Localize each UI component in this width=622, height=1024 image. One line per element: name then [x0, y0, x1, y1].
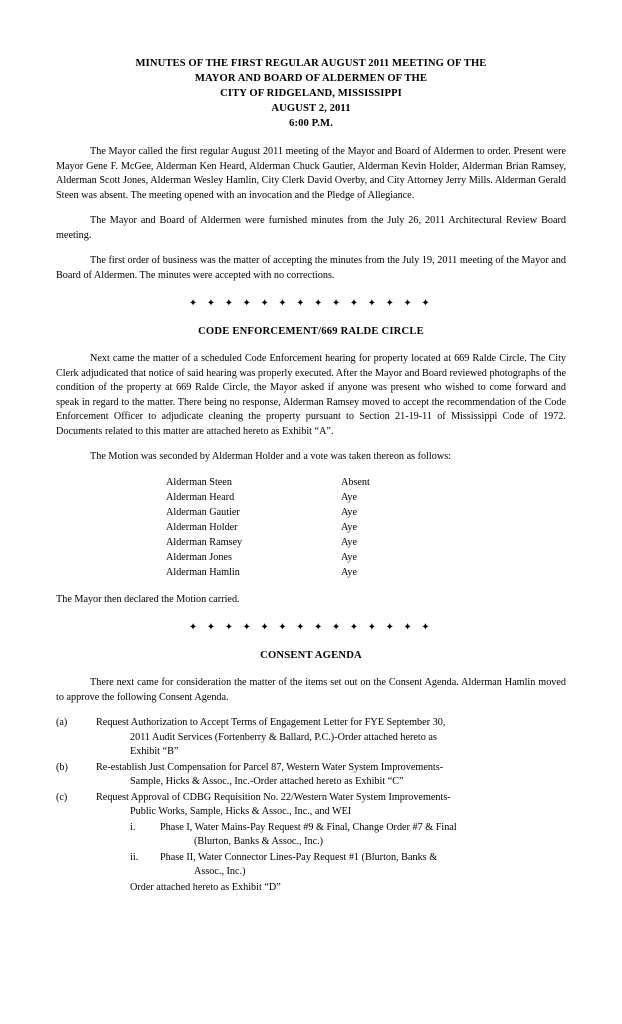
list-item-text: Re-establish Just Compensation for Parcel 87, Western Water System Improvements- — [96, 761, 444, 773]
table-row — [166, 551, 370, 566]
vote-result: Aye — [341, 521, 358, 533]
vote-name: Alderman Steen — [166, 476, 232, 488]
vote-result: Aye — [341, 566, 358, 578]
title-line-5: 6:00 P.M. — [289, 118, 333, 130]
table-row — [166, 491, 370, 506]
star-divider-1: ✦ ✦ ✦ ✦ ✦ ✦ ✦ ✦ ✦ ✦ ✦ ✦ ✦ ✦ — [188, 298, 434, 310]
vote-result: Aye — [341, 536, 358, 548]
heading-code-enforcement: CODE ENFORCEMENT/669 RALDE CIRCLE — [198, 326, 424, 338]
title-line-2: MAYOR AND BOARD OF ALDERMEN OF THE — [194, 73, 428, 85]
sub-list-item — [96, 851, 566, 880]
title-line-4: AUGUST 2, 2011 — [271, 103, 351, 115]
paragraph-consent-agenda-intro: There next came for consideration the matter of the items set out on the Consent Agenda. Alderman Hamlin moved to approve the following Consent Agenda. — [56, 677, 566, 703]
list-item-label: (c) — [56, 791, 68, 803]
vote-name: Alderman Gautier — [166, 506, 240, 518]
list-item-continuation: 2011 Audit Services (Fortenberry & Ballard, P.C.)-Order attached hereto as — [130, 731, 437, 743]
list-item-continuation: Sample, Hicks & Assoc., Inc.-Order attached hereto as Exhibit “C” — [130, 776, 404, 788]
vote-result: Aye — [341, 506, 358, 518]
list-item-continuation-2: Exhibit “B” — [130, 746, 179, 758]
title-line-3: CITY OF RIDGELAND, MISSISSIPPI — [220, 88, 402, 100]
sub-list-item-continuation: Assoc., Inc.) — [194, 866, 246, 878]
paragraph-motion-seconded: The Motion was seconded by Alderman Holder and a vote was taken thereon as follows: — [90, 451, 451, 463]
paragraph-call-to-order: The Mayor called the first regular August 2011 meeting of the Mayor and Board of Aldermen to order. Present were Mayor Gene F. McGee, Alderman Ken Heard, Alderman Chuck Gautier, Alderman Kevin Holder, Alderman Brian Ramsey, Alderman Scott Jones, Alderman Wesley Hamlin, City Clerk David Overby, and City Attorney Jerry Mills. Alderman Gerald Steen was absent. The meeting opened with an invocation and the Pledge of Allegiance. — [56, 146, 566, 201]
sub-list-item-text: Phase I, Water Mains-Pay Request #9 & Final, Change Order #7 & Final — [160, 821, 457, 833]
title-line-1: MINUTES OF THE FIRST REGULAR AUGUST 2011 MEETING OF THE — [135, 58, 487, 69]
sub-list-item-text: Phase II, Water Connector Lines-Pay Request #1 (Blurton, Banks & — [160, 851, 438, 863]
list-item — [56, 791, 566, 895]
table-row — [166, 521, 370, 536]
vote-name: Alderman Jones — [166, 551, 232, 563]
vote-name: Alderman Holder — [166, 521, 238, 533]
document-title — [56, 56, 566, 131]
vote-name: Alderman Heard — [166, 491, 235, 503]
sub-list-item-label: i. — [130, 821, 136, 833]
sub-list-item-continuation: (Blurton, Banks & Assoc., Inc.) — [194, 836, 324, 848]
vote-table — [166, 476, 370, 581]
vote-name: Alderman Ramsey — [166, 536, 243, 548]
table-row — [166, 536, 370, 551]
order-attached-line: Order attached hereto as Exhibit “D” — [130, 881, 281, 893]
list-item — [56, 761, 566, 790]
sub-list-item-body — [160, 821, 566, 850]
list-item — [56, 716, 566, 759]
list-item-label: (a) — [56, 717, 68, 729]
list-item-label: (b) — [56, 761, 68, 773]
table-row — [166, 476, 370, 491]
list-item-text: Request Authorization to Accept Terms of Engagement Letter for FYE September 30, — [96, 717, 446, 729]
list-item-continuation: Public Works, Sample, Hicks & Assoc., Inc., and WEI — [130, 806, 352, 818]
sub-list-item-label: ii. — [130, 851, 139, 863]
vote-result: Aye — [341, 551, 358, 563]
paragraph-motion-carried: The Mayor then declared the Motion carried. — [56, 593, 240, 605]
star-divider-2: ✦ ✦ ✦ ✦ ✦ ✦ ✦ ✦ ✦ ✦ ✦ ✦ ✦ ✦ — [188, 622, 434, 634]
vote-name: Alderman Hamlin — [166, 566, 240, 578]
list-item-body — [96, 716, 566, 759]
vote-result: Absent — [341, 476, 370, 488]
paragraph-code-enforcement-hearing: Next came the matter of a scheduled Code Enforcement hearing for property located at 669 Ralde Circle. The City Clerk adjudicated that notice of said hearing was properly executed. After the Mayor and Board reviewed photographs of the condition of the property at 669 Ralde Circle, the Mayor asked if anyone was present who wished to come forward and speak in regard to the matter. There being no response, Alderman Ramsey moved to accept the recommendation of the Code Enforcement Officer to adjudicate cleaning the property pursuant to Section 21-19-11 of Mississippi Code of 1972. Documents related to this matter are attached hereto as Exhibit “A”. — [56, 353, 566, 437]
list-item-text: Request Approval of CDBG Requisition No. 22/Western Water System Improvements- — [96, 791, 451, 803]
heading-consent-agenda: CONSENT AGENDA — [260, 650, 362, 662]
table-row — [166, 566, 370, 581]
paragraph-minutes-accepted: The first order of business was the matter of accepting the minutes from the July 19, 2011 meeting of the Mayor and Board of Aldermen. The minutes were accepted with no corrections. — [56, 255, 566, 281]
paragraph-arb-minutes: The Mayor and Board of Aldermen were furnished minutes from the July 26, 2011 Architectural Review Board meeting. — [56, 215, 566, 241]
sub-list-item — [96, 821, 566, 850]
sub-list-item-body — [160, 851, 566, 880]
document-body — [56, 56, 566, 895]
list-item-body — [96, 791, 566, 895]
table-row — [166, 506, 370, 521]
vote-result: Aye — [341, 491, 358, 503]
list-item-body — [96, 761, 566, 790]
